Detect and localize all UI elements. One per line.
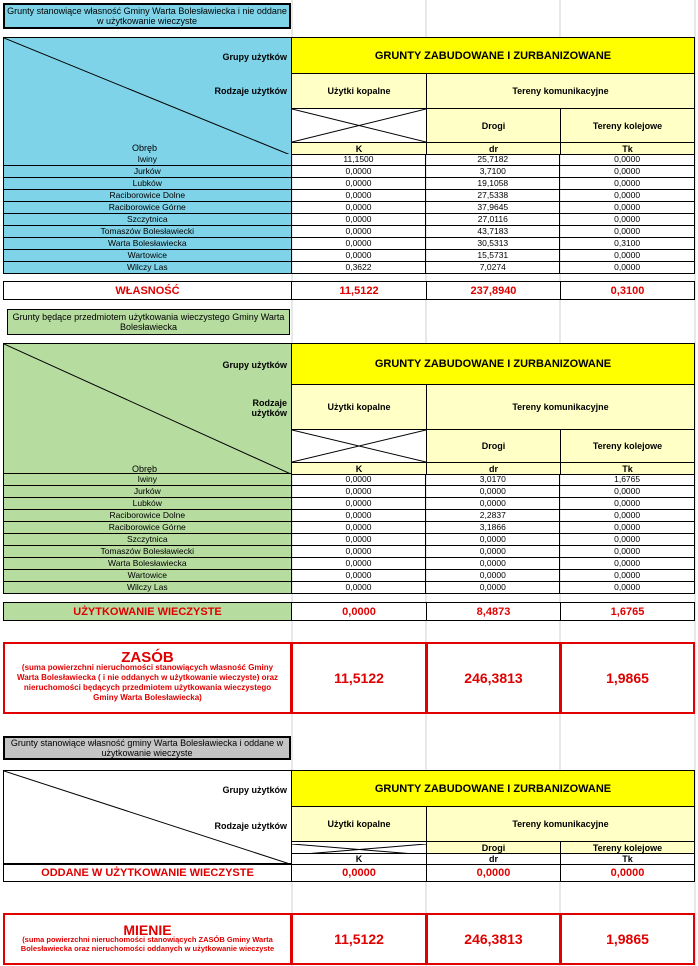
value-cell: 0,0000	[292, 190, 427, 202]
main-header: GRUNTY ZABUDOWANE I ZURBANIZOWANE	[291, 770, 695, 807]
table-row	[4, 250, 695, 262]
value-cell: 0,0000	[292, 486, 427, 498]
table-row	[4, 474, 695, 486]
total-k: 11,5122	[291, 281, 427, 300]
mienie-label	[3, 913, 292, 965]
sym-k: K	[291, 142, 427, 155]
value-cell: 0,0000	[292, 510, 427, 522]
section2-table	[3, 474, 695, 594]
sym-k: K	[291, 853, 427, 865]
table-row	[4, 534, 695, 546]
total-tk: 1,6765	[560, 602, 695, 621]
total-label: WŁASNOŚĆ	[3, 281, 292, 300]
table-row	[4, 178, 695, 190]
area-name-cell: Wilczy Las	[4, 582, 292, 594]
area-name-cell: Tomaszów Bolesławiecki	[4, 226, 292, 238]
col-komunikacyjne-header: Tereny komunikacyjne	[426, 384, 695, 430]
zasob-k: 11,5122	[291, 642, 427, 714]
area-label: Obręb	[132, 464, 158, 474]
col-drogi-header: Drogi	[426, 429, 561, 463]
area-name-cell: Raciborowice Dolne	[4, 510, 292, 522]
value-cell: 3,1866	[426, 522, 560, 534]
value-cell: 0,0000	[560, 214, 695, 226]
area-name-cell: Szczytnica	[4, 534, 292, 546]
section1-table	[3, 154, 695, 274]
value-cell: 0,0000	[426, 534, 560, 546]
value-cell: 0,0000	[560, 226, 695, 238]
value-cell: 0,0000	[426, 546, 560, 558]
table-row	[4, 522, 695, 534]
value-cell: 0,0000	[292, 178, 427, 190]
area-name-cell: Lubków	[4, 498, 292, 510]
total-k: 0,0000	[291, 602, 427, 621]
table-row	[4, 486, 695, 498]
value-cell: 0,0000	[560, 498, 695, 510]
col-komunikacyjne-header: Tereny komunikacyjne	[426, 73, 695, 109]
total-tk: 0,3100	[560, 281, 695, 300]
value-cell: 0,0000	[560, 250, 695, 262]
area-name-cell: Lubków	[4, 178, 292, 190]
table-row	[4, 154, 695, 166]
group-label: Grupy użytków	[222, 785, 287, 795]
value-cell: 0,0000	[292, 546, 427, 558]
value-cell: 43,7183	[426, 226, 560, 238]
table-row	[4, 498, 695, 510]
col-drogi-header: Drogi	[426, 108, 561, 143]
value-cell: 0,0000	[560, 534, 695, 546]
total-dr: 0,0000	[426, 864, 561, 882]
area-name-cell: Iwiny	[4, 474, 292, 486]
table-row	[4, 202, 695, 214]
value-cell: 2,2837	[426, 510, 560, 522]
value-cell: 7,0274	[426, 262, 560, 274]
area-name-cell: Jurków	[4, 486, 292, 498]
area-name-cell: Raciborowice Dolne	[4, 190, 292, 202]
area-name-cell: Wilczy Las	[4, 262, 292, 274]
total-dr: 8,4873	[426, 602, 561, 621]
value-cell: 3,7100	[426, 166, 560, 178]
sym-tk: Tk	[560, 142, 695, 155]
table-row	[4, 166, 695, 178]
sym-dr: dr	[426, 142, 561, 155]
cross-box	[291, 108, 427, 143]
mienie-tk: 1,9865	[560, 913, 695, 965]
table-row	[4, 510, 695, 522]
value-cell: 0,0000	[292, 166, 427, 178]
value-cell: 0,0000	[292, 498, 427, 510]
value-cell: 27,5338	[426, 190, 560, 202]
cross-box	[291, 429, 427, 463]
section1-note: Grunty stanowiące własność Gminy Warta Bolesławiecka i nie oddane w użytkowanie wieczyste	[3, 3, 291, 29]
kind-label: Rodzaje użytków	[214, 821, 287, 831]
table-row	[4, 570, 695, 582]
area-name-cell: Tomaszów Bolesławiecki	[4, 546, 292, 558]
sym-dr: dr	[426, 853, 561, 865]
col-drogi-header: Drogi	[426, 841, 561, 854]
value-cell: 0,0000	[292, 570, 427, 582]
value-cell: 0,0000	[292, 250, 427, 262]
area-name-cell: Warta Bolesławiecka	[4, 238, 292, 250]
main-header: GRUNTY ZABUDOWANE I ZURBANIZOWANE	[291, 343, 695, 385]
value-cell: 27,0116	[426, 214, 560, 226]
value-cell: 0,0000	[560, 166, 695, 178]
col-kopalne-header: Użytki kopalne	[291, 806, 427, 842]
main-header: GRUNTY ZABUDOWANE I ZURBANIZOWANE	[291, 37, 695, 74]
total-tk: 0,0000	[560, 864, 695, 882]
value-cell: 0,0000	[560, 486, 695, 498]
value-cell: 25,7182	[426, 154, 560, 166]
value-cell: 0,0000	[560, 510, 695, 522]
value-cell: 19,1058	[426, 178, 560, 190]
area-name-cell: Wartowice	[4, 570, 292, 582]
table-row	[4, 226, 695, 238]
mienie-title: MIENIE	[123, 922, 172, 938]
section2-note: Grunty będące przedmiotem użytkowania wieczystego Gminy Warta Bolesławiecka	[7, 309, 290, 335]
value-cell: 0,0000	[426, 582, 560, 594]
value-cell: 37,9645	[426, 202, 560, 214]
total-k: 0,0000	[291, 864, 427, 882]
sym-tk: Tk	[560, 853, 695, 865]
section2-header-diagonal	[3, 343, 292, 474]
area-name-cell: Szczytnica	[4, 214, 292, 226]
value-cell: 0,0000	[292, 202, 427, 214]
value-cell: 0,0000	[560, 262, 695, 274]
value-cell: 0,0000	[560, 178, 695, 190]
value-cell: 0,0000	[292, 582, 427, 594]
total-dr: 237,8940	[426, 281, 561, 300]
value-cell: 0,0000	[560, 522, 695, 534]
kind-label: Rodzaje użytków	[214, 86, 287, 96]
col-kolejowe-header: Tereny kolejowe	[560, 841, 695, 854]
table-row	[4, 558, 695, 570]
value-cell: 0,0000	[292, 238, 427, 250]
value-cell: 0,0000	[292, 522, 427, 534]
sym-tk: Tk	[560, 462, 695, 475]
value-cell: 0,0000	[426, 486, 560, 498]
value-cell: 3,0170	[426, 474, 560, 486]
value-cell: 15,5731	[426, 250, 560, 262]
value-cell: 0,0000	[292, 534, 427, 546]
section3-header-diagonal	[3, 770, 292, 864]
table-row	[4, 262, 695, 274]
mienie-k: 11,5122	[291, 913, 427, 965]
table-row	[4, 582, 695, 594]
value-cell: 0,0000	[292, 558, 427, 570]
sym-dr: dr	[426, 462, 561, 475]
total-label: ODDANE W UŻYTKOWANIE WIECZYSTE	[3, 864, 292, 882]
value-cell: 0,0000	[560, 154, 695, 166]
value-cell: 0,0000	[292, 474, 427, 486]
value-cell: 1,6765	[560, 474, 695, 486]
area-name-cell: Wartowice	[4, 250, 292, 262]
value-cell: 0,0000	[560, 582, 695, 594]
value-cell: 0,0000	[426, 498, 560, 510]
value-cell: 0,0000	[292, 214, 427, 226]
col-komunikacyjne-header: Tereny komunikacyjne	[426, 806, 695, 842]
value-cell: 0,0000	[560, 202, 695, 214]
section1-header-diagonal	[3, 37, 292, 155]
area-name-cell: Raciborowice Górne	[4, 522, 292, 534]
value-cell: 0,0000	[560, 190, 695, 202]
value-cell: 0,0000	[426, 570, 560, 582]
area-name-cell: Raciborowice Górne	[4, 202, 292, 214]
sym-k: K	[291, 462, 427, 475]
table-row	[4, 546, 695, 558]
value-cell: 11,1500	[292, 154, 427, 166]
table-row	[4, 238, 695, 250]
group-label: Grupy użytków	[222, 52, 287, 62]
area-label: Obręb	[132, 143, 158, 153]
area-name-cell: Warta Bolesławiecka	[4, 558, 292, 570]
value-cell: 0,0000	[560, 558, 695, 570]
value-cell: 0,3100	[560, 238, 695, 250]
group-label: Grupy użytków	[222, 360, 287, 370]
col-kolejowe-header: Tereny kolejowe	[560, 429, 695, 463]
zasob-tk: 1,9865	[560, 642, 695, 714]
col-kolejowe-header: Tereny kolejowe	[560, 108, 695, 143]
zasob-dr: 246,3813	[426, 642, 561, 714]
total-label: UŻYTKOWANIE WIECZYSTE	[3, 602, 292, 621]
area-name-cell: Iwiny	[4, 154, 292, 166]
value-cell: 0,0000	[560, 546, 695, 558]
value-cell: 0,0000	[426, 558, 560, 570]
zasob-label	[3, 642, 292, 714]
area-name-cell: Jurków	[4, 166, 292, 178]
zasob-description: (suma powierzchni nieruchomości stanowiących własność Gminy Warta Bolesławiecka ( i nie oddanych w użytkowanie wieczyste) oraz nieruchomości będących przedmiotem użytkowania wieczystego Gminy Warta Bolesławiecka)	[16, 663, 279, 702]
section3-note: Grunty stanowiące własność gminy Warta Bolesławiecka i oddane w użytkowanie wieczyste	[3, 736, 291, 760]
value-cell: 0,0000	[560, 570, 695, 582]
zasob-title: ZASÓB	[121, 649, 174, 666]
col-kopalne-header: Użytki kopalne	[291, 384, 427, 430]
mienie-dr: 246,3813	[426, 913, 561, 965]
value-cell: 0,0000	[292, 226, 427, 238]
value-cell: 0,3622	[292, 262, 427, 274]
col-kopalne-header: Użytki kopalne	[291, 73, 427, 109]
table-row	[4, 190, 695, 202]
value-cell: 30,5313	[426, 238, 560, 250]
table-row	[4, 214, 695, 226]
mienie-description: (suma powierzchni nieruchomości stanowiących ZASÓB Gminy Warta Bolesławiecka oraz nieruchomości oddanych w użytkowanie wieczyste	[20, 935, 275, 953]
kind-label: Rodzaje użytków	[251, 398, 287, 418]
